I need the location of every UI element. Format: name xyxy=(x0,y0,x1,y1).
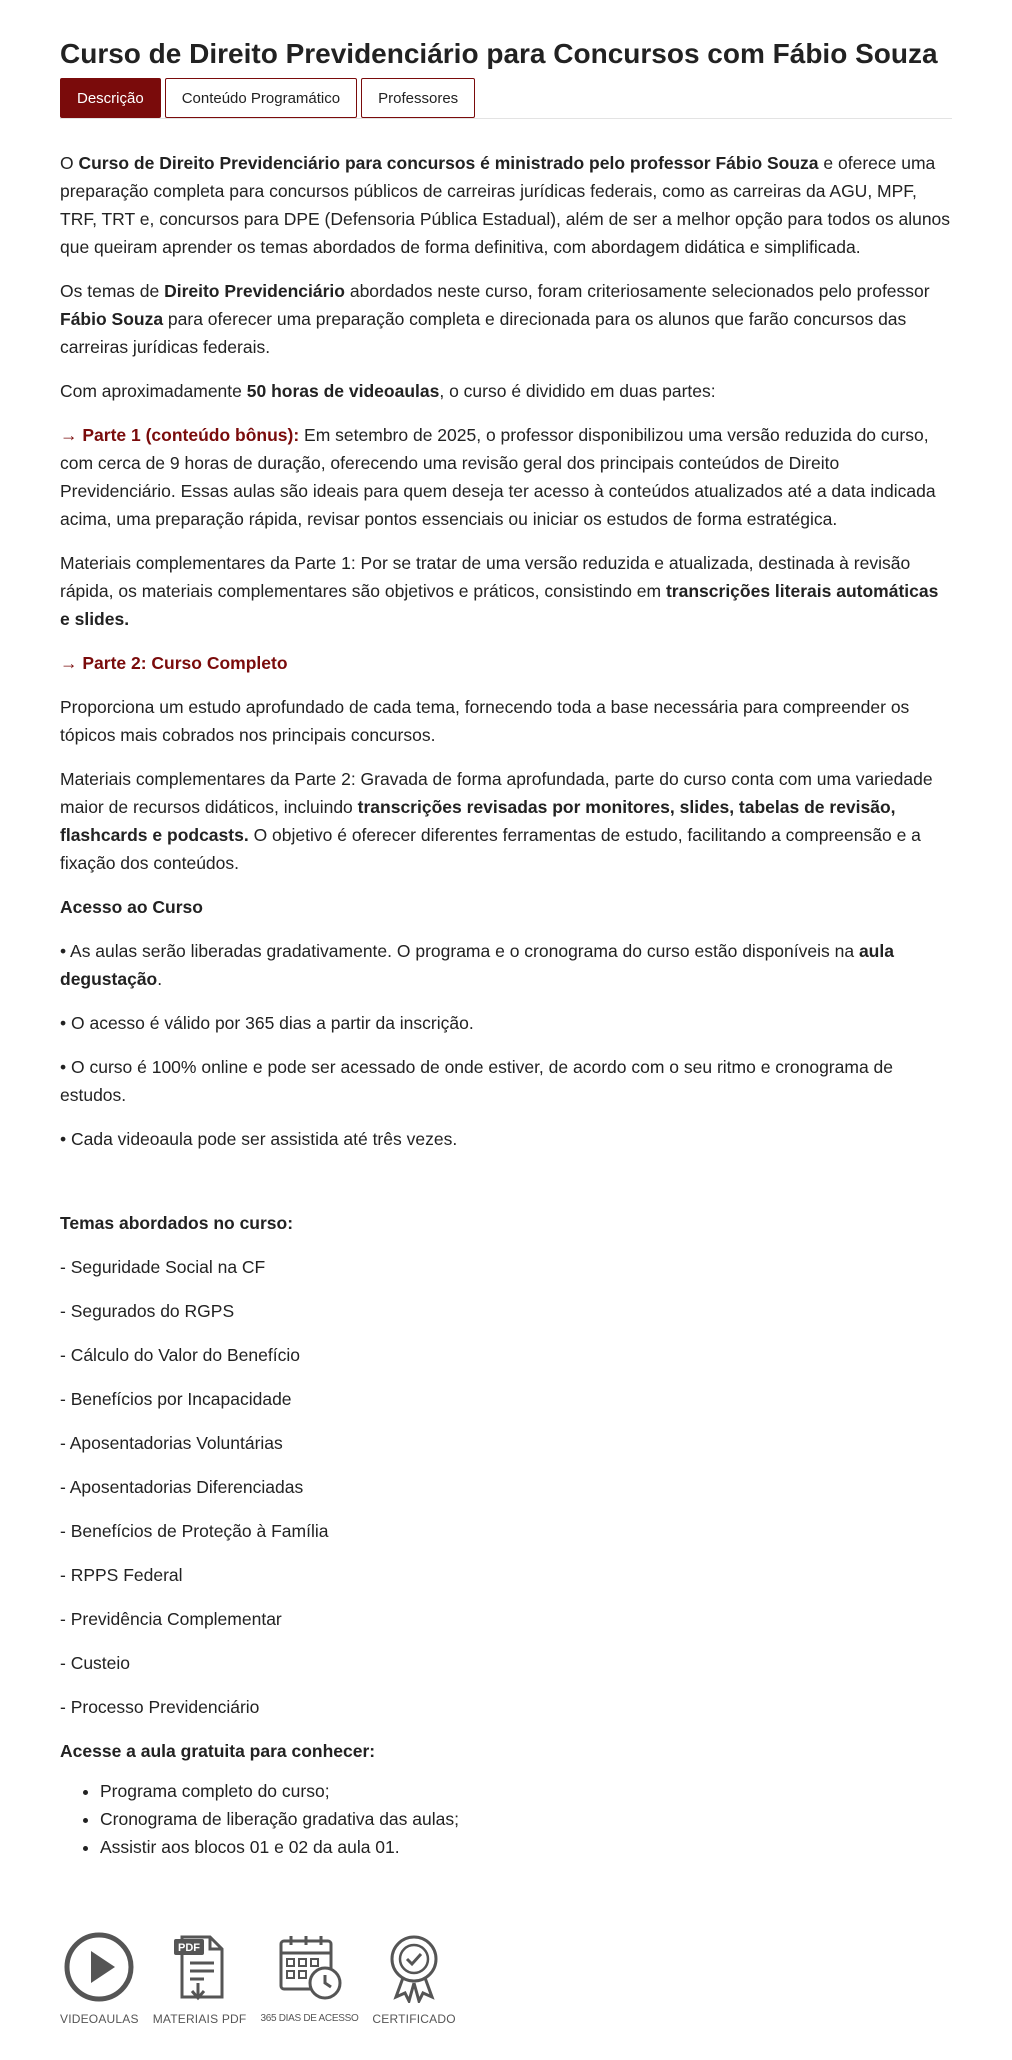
topic-item: - Benefícios por Incapacidade xyxy=(60,1389,292,1409)
free-class-item: • Cronograma de liberação gradativa das aulas; xyxy=(100,1805,952,1833)
description-content xyxy=(60,149,952,2033)
pdf-document-icon xyxy=(164,1931,236,2003)
feature-materiais-pdf xyxy=(153,1931,247,2033)
calendar-clock-icon xyxy=(273,1931,345,2003)
tab-professores[interactable]: Professores xyxy=(361,78,475,118)
access-item: • As aulas serão liberadas gradativamente. O programa e o cronograma do curso estão disponíveis na aula degustação. xyxy=(60,941,894,989)
tab-descricao[interactable]: Descrição xyxy=(60,78,161,118)
part1-materials-paragraph: Materiais complementares da Parte 1: Por se tratar de uma versão reduzida e atualizada, destinada à revisão rápida, os materiais complementares são objetivos e práticos, consistindo em transcrições literais automáticas e slides. xyxy=(60,553,939,629)
hours-paragraph: Com aproximadamente 50 horas de videoaulas, o curso é dividido em duas partes: xyxy=(60,381,716,401)
free-class-list xyxy=(60,1777,952,1861)
access-heading: Acesso ao Curso xyxy=(60,897,203,917)
topic-item: - Cálculo do Valor do Benefício xyxy=(60,1345,300,1365)
topics-list xyxy=(60,1209,952,1721)
svg-text:PDF: PDF xyxy=(177,1942,200,1954)
topic-item: - RPPS Federal xyxy=(60,1565,183,1585)
certificate-ribbon-icon xyxy=(378,1931,450,2003)
topic-item: - Benefícios de Proteção à Família xyxy=(60,1521,329,1541)
feature-365-dias xyxy=(260,1931,358,2033)
feature-label: VIDEOAULAS xyxy=(60,2012,139,2026)
feature-label: CERTIFICADO xyxy=(372,2012,456,2026)
part1-paragraph: → Parte 1 (conteúdo bônus): Em setembro de 2025, o professor disponibilizou uma versão reduzida do curso, com cerca de 9 horas de duração, oferecendo uma revisão geral dos principais conteúdos de Direito Previdenciário. Essas aulas são ideais para quem deseja ter acesso à conteúdos atualizados até a data indicada acima, uma preparação rápida, revisar pontos essenciais ou iniciar os estudos de forma estratégica. xyxy=(60,425,936,529)
topic-item: - Aposentadorias Diferenciadas xyxy=(60,1477,304,1497)
part1-heading: → Parte 1 (conteúdo bônus): xyxy=(60,425,300,445)
tab-bar xyxy=(60,78,952,119)
course-features xyxy=(60,1931,952,2033)
play-circle-icon xyxy=(63,1931,135,2003)
feature-certificado xyxy=(372,1931,455,2033)
aula-degustacao-text: aula degustação xyxy=(60,941,894,989)
free-class-item: • Assistir aos blocos 01 e 02 da aula 01. xyxy=(100,1833,952,1861)
topic-item: - Segurados do RGPS xyxy=(60,1301,235,1321)
feature-label: MATERIAIS PDF xyxy=(152,2012,247,2026)
feature-label: 365 DIAS DE ACESSO xyxy=(260,2013,359,2024)
tab-conteudo-programatico[interactable]: Conteúdo Programático xyxy=(165,78,357,118)
access-item: • Cada videoaula pode ser assistida até três vezes. xyxy=(60,1129,458,1149)
topics-heading: Temas abordados no curso: xyxy=(60,1213,294,1233)
access-item: • O curso é 100% online e pode ser acessado de onde estiver, de acordo com o seu ritmo e cronograma de estudos. xyxy=(60,1057,894,1105)
intro-paragraph: O Curso de Direito Previdenciário para concursos é ministrado pelo professor Fábio Souza e oferece uma preparação completa para concursos públicos de carreiras jurídicas federais, como as carreiras da AGU, MPF, TRF, TRT e, concursos para DPE (Defensoria Pública Estadual), além de ser a melhor opção para todos os alunos que queiram aprender os temas abordados de forma definitiva, com abordagem didática e simplificada. xyxy=(60,153,951,257)
free-class-heading: Acesse a aula gratuita para conhecer: xyxy=(60,1741,376,1761)
topic-item: - Previdência Complementar xyxy=(60,1609,282,1629)
part2-materials-paragraph: Materiais complementares da Parte 2: Gravada de forma aprofundada, parte do curso conta com uma variedade maior de recursos didáticos, incluindo transcrições revisadas por monitores, slides, tabelas de revisão, flashcards e podcasts. O objetivo é oferecer diferentes ferramentas de estudo, facilitando a compreensão e a fixação dos conteúdos. xyxy=(60,769,933,873)
topic-item: - Aposentadorias Voluntárias xyxy=(60,1433,283,1453)
part2-heading: → Parte 2: Curso Completo xyxy=(60,653,288,673)
topic-item: - Custeio xyxy=(60,1653,131,1673)
page-title: Curso de Direito Previdenciário para Concursos com Fábio Souza xyxy=(60,38,938,69)
part2-paragraph: Proporciona um estudo aprofundado de cada tema, fornecendo toda a base necessária para compreender os tópicos mais cobrados nos principais concursos. xyxy=(60,697,910,745)
part2-heading-paragraph xyxy=(60,649,952,677)
access-item: • O acesso é válido por 365 dias a partir da inscrição. xyxy=(60,1013,474,1033)
feature-videoaulas xyxy=(60,1931,139,2033)
free-class-item: • Programa completo do curso; xyxy=(100,1777,952,1805)
topic-item: - Processo Previdenciário xyxy=(60,1697,260,1717)
topic-item: - Seguridade Social na CF xyxy=(60,1257,266,1277)
topics-intro-paragraph: Os temas de Direito Previdenciário abordados neste curso, foram criteriosamente selecionados pelo professor Fábio Souza para oferecer uma preparação completa e direcionada para os alunos que farão concursos das carreiras jurídicas federais. xyxy=(60,281,930,357)
